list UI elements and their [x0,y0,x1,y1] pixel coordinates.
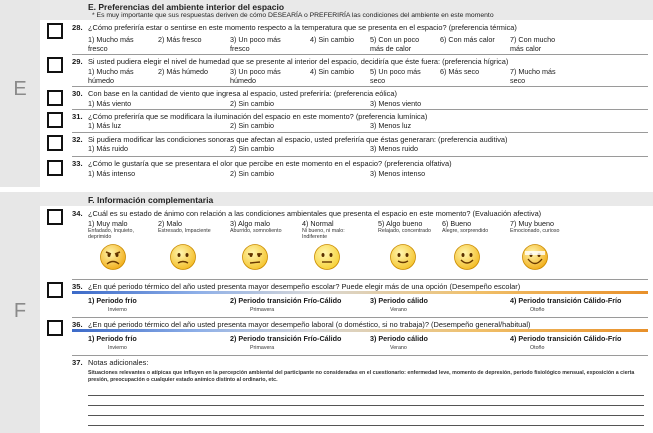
answer-box-32[interactable] [47,135,63,151]
option-description: Relajado, concentrado [378,228,432,234]
answer-option[interactable]: 1) Más ruido [88,144,128,153]
question-number: 28. [72,23,83,32]
answer-option[interactable]: 4) Sin cambio [310,67,354,76]
question-text: ¿Cómo le gustaría que se presentara el olor que percibe en este momento en el espacio? (preferencia olfativa) [88,159,452,168]
answer-option[interactable]: 1) Más viento [88,99,132,108]
answer-option[interactable]: 7) Muy bueno [510,219,554,228]
question-number: 29. [72,57,83,66]
answer-box-35[interactable] [47,282,63,298]
answer-option[interactable]: 7) Con mucho más calor [510,35,556,53]
answer-box-31[interactable] [47,112,63,128]
question-number: 32. [72,135,83,144]
answer-option[interactable]: 1) Periodo frío [88,296,137,305]
option-description: Enfadado, Inquieto, deprimido [88,228,134,240]
option-description: Alegre, sorprendido [442,228,489,234]
answer-option[interactable]: 7) Mucho más seco [510,67,556,85]
question-text: ¿En qué periodo térmico del año usted presenta mayor desempeño escolar? Puede elegir más de una opción (Desempeño escolar) [88,282,521,291]
section-e-title: E. Preferencias del ambiente interior del espacio [88,2,285,12]
somewhat-good-face-icon [388,243,418,271]
answer-option[interactable]: 1) Más luz [88,121,122,130]
question-number: 36. [72,320,83,329]
question-text: Si pudiera modificar las condiciones sonoras que afectan al espacio, usted preferiría que éstas generaran: (preferencia auditiva) [88,135,508,144]
option-description: Otoño [530,307,545,313]
question-33 [40,157,652,183]
question-text: ¿En qué periodo térmico del año usted presenta mayor desempeño laboral (o doméstico, si no trabaja)? (Desempeño general/habitual) [88,320,531,329]
thermal-gradient-bar [72,329,648,332]
question-text: ¿Cuál es su estado de ánimo con relación a las condiciones ambientales que presenta el espacio en este momento? (Evaluación afectiva) [88,209,542,218]
answer-option[interactable]: 1) Mucho más fresco [88,35,134,53]
notes-write-line[interactable] [88,395,644,396]
thermal-gradient-bar [72,291,648,294]
option-description: Invierno [108,345,127,351]
question-31 [40,110,652,133]
answer-option[interactable]: 6) Más seco [440,67,480,76]
answer-option[interactable]: 1) Mucho más húmedo [88,67,134,85]
answer-option[interactable]: 3) Un poco más húmedo [230,67,281,85]
answer-option[interactable]: 2) Sin cambio [230,121,274,130]
answer-option[interactable]: 4) Periodo transición Cálido-Frío [510,296,622,305]
option-description: Aburrido, somnoliento [230,228,282,234]
bad-face-icon [168,243,198,271]
answer-option[interactable]: 2) Periodo transición Frío-Cálido [230,334,342,343]
answer-box-36[interactable] [47,320,63,336]
option-description: Verano [390,307,407,313]
answer-option[interactable]: 5) Algo bueno [378,219,423,228]
answer-option[interactable]: 2) Malo [158,219,182,228]
row-divider [72,86,648,87]
answer-box-34[interactable] [47,209,63,225]
option-description: Invierno [108,307,127,313]
question-35 [40,280,652,318]
answer-box-29[interactable] [47,57,63,73]
option-description: Estresado, Impaciente [158,228,211,234]
answer-option[interactable]: 2) Periodo transición Frío-Cálido [230,296,342,305]
answer-option[interactable]: 4) Periodo transición Cálido-Frío [510,334,622,343]
option-description: Primavera [250,345,275,351]
answer-option[interactable]: 2) Más fresco [158,35,202,44]
question-text: Notas adicionales: [88,358,149,367]
question-number: 30. [72,89,83,98]
answer-option[interactable]: 5) Un poco más seco [370,67,421,85]
very-good-face-icon [520,243,550,271]
answer-option[interactable]: 2) Más húmedo [158,67,208,76]
answer-option[interactable]: 6) Con más calor [440,35,495,44]
answer-option[interactable]: 3) Menos viento [370,99,422,108]
option-description: Otoño [530,345,545,351]
answer-option[interactable]: 3) Periodo cálido [370,334,428,343]
answer-option[interactable]: 4) Normal [302,219,334,228]
very-bad-face-icon [98,243,128,271]
option-description: Verano [390,345,407,351]
neutral-face-icon [312,243,342,271]
option-description: Emocionado, curioso [510,228,560,234]
question-number: 33. [72,159,83,168]
question-29 [40,55,652,87]
question-text: ¿Cómo preferiría estar o sentirse en este momento respecto a la temperatura que se presenta en el espacio? (preferencia térmica) [88,23,517,32]
answer-option[interactable]: 2) Sin cambio [230,144,274,153]
answer-option[interactable]: 2) Sin cambio [230,99,274,108]
option-description: Ni bueno, ni malo: Indiferente [302,228,345,240]
question-number: 34. [72,209,83,218]
answer-option[interactable]: 1) Muy malo [88,219,128,228]
question-34 [40,207,652,280]
notes-hint-line-2: presión, preocupación o cualquier estado anímico distinto al ordinario, etc. [88,377,278,383]
good-face-icon [452,243,482,271]
question-number: 37. [72,358,83,367]
question-36 [40,318,652,356]
answer-option[interactable]: 5) Con un poco más de calor [370,35,420,53]
question-28 [40,21,652,55]
question-30 [40,88,652,110]
section-e-letter: E [13,78,27,100]
question-number: 35. [72,282,83,291]
answer-option[interactable]: 2) Sin cambio [230,169,274,178]
section-e-note: * Es muy importante que sus respuestas deriven de cómo DESEARÍA o PREFERIRÍA las condiciones del ambiente en este momento [92,12,494,19]
answer-option[interactable]: 3) Menos ruido [370,144,418,153]
answer-box-30[interactable] [47,90,63,106]
answer-box-28[interactable] [47,23,63,39]
answer-option[interactable]: 4) Sin cambio [310,35,354,44]
answer-box-33[interactable] [47,160,63,176]
answer-option[interactable]: 6) Bueno [442,219,472,228]
section-e-sidebar [0,0,40,187]
notes-write-line[interactable] [88,415,644,416]
somewhat-bad-face-icon [240,243,270,271]
question-number: 31. [72,112,83,121]
answer-option[interactable]: 3) Algo malo [230,219,270,228]
section-f-letter: F [13,300,27,322]
answer-option[interactable]: 3) Menos luz [370,121,412,130]
answer-option[interactable]: 1) Más intenso [88,169,136,178]
section-f-title: F. Información complementaria [88,195,214,205]
section-f-sidebar [0,192,40,433]
question-text: Si usted pudiera elegir el nivel de humedad que se presente al interior del espacio, decidiría que éste fuera: (preferencia hígrica) [88,57,509,66]
question-37 [40,356,652,433]
question-32 [40,133,652,157]
answer-option[interactable]: 3) Menos intenso [370,169,426,178]
answer-option[interactable]: 3) Un poco más fresco [230,35,281,53]
answer-option[interactable]: 3) Periodo cálido [370,296,428,305]
option-description: Primavera [250,307,275,313]
notes-hint-line-1: Situaciones relevantes o atípicas que influyen en la percepción ambiental del participante no consideradas en el cuestionario: enfermedad leve, momento de depresión, periodo fisiológico mensual, exposición a cierta [88,370,635,376]
notes-write-line[interactable] [88,425,644,426]
question-text: Con base en la cantidad de viento que ingresa al espacio, usted preferiría: (preferencia eólica) [88,89,397,98]
answer-option[interactable]: 1) Periodo frío [88,334,137,343]
question-text: ¿Cómo preferiría que se modificara la iluminación del espacio en este momento? (preferencia lumínica) [88,112,428,121]
notes-write-line[interactable] [88,405,644,406]
